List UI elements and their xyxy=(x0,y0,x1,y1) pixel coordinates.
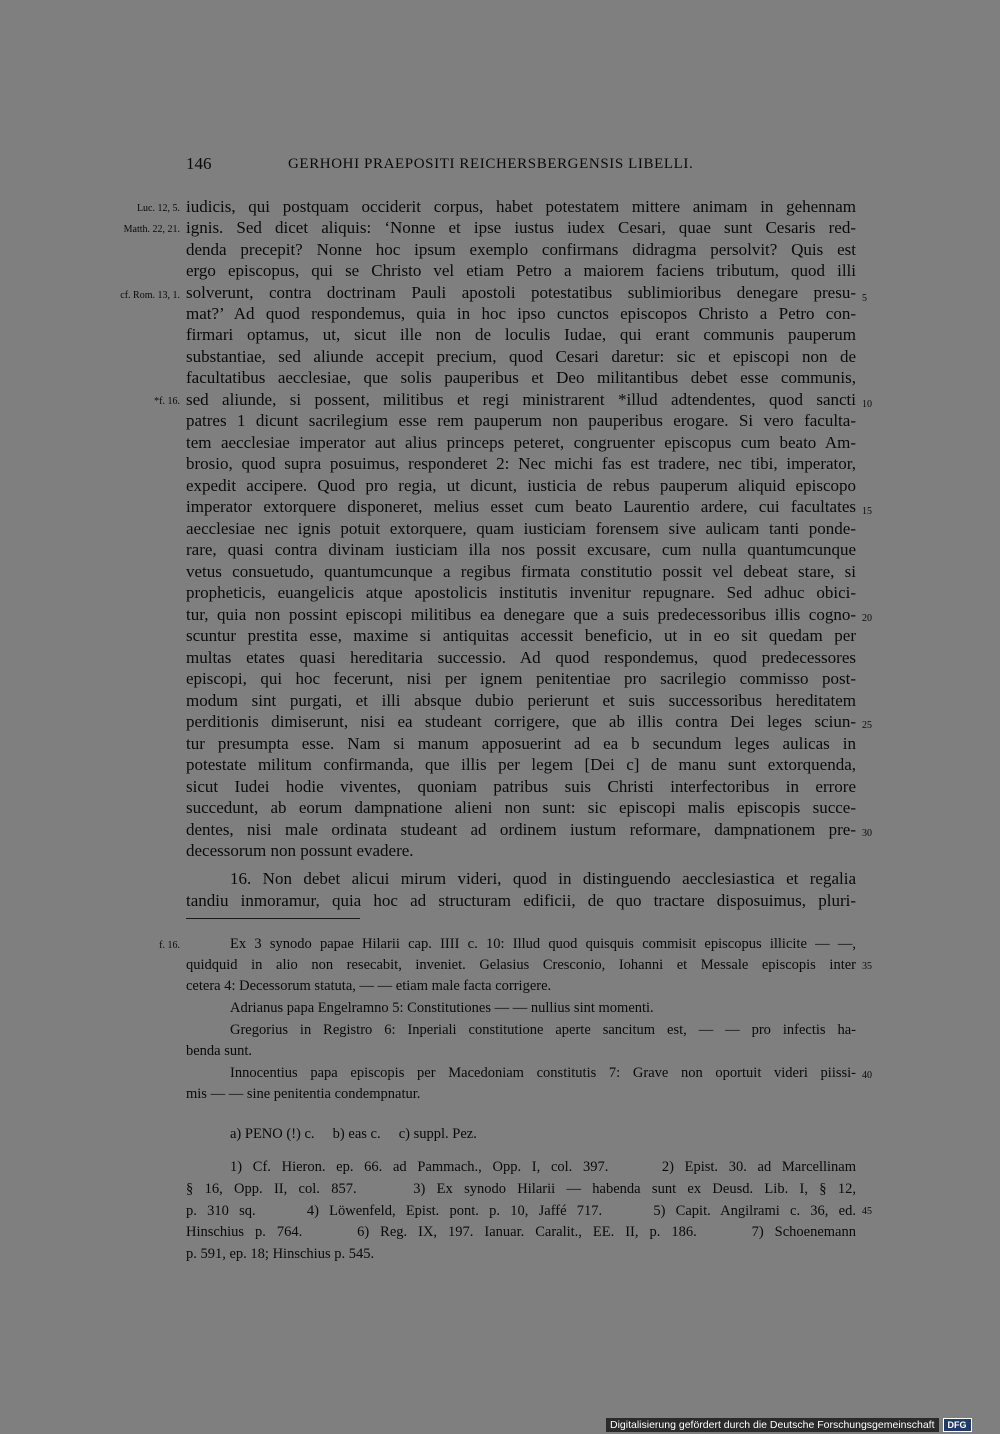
line-number: 15 xyxy=(862,506,872,517)
line-number: 45 xyxy=(862,1206,872,1217)
reference-line: p. 591, ep. 18; Hinschius p. 545. xyxy=(186,1246,375,1262)
body-line: solverunt, contra doctrinam Pauli apostoli potestatibus sublimioribus denegare presu- xyxy=(186,283,856,302)
body-line: tem aecclesiae imperator aut alius princeps peteret, congruenter episcopus cum beato Am- xyxy=(186,433,856,452)
line-number: 25 xyxy=(862,720,872,731)
body-line: patres 1 dicunt sacrilegium esse rem pauperum non pauperibus erogare. Si vero faculta- xyxy=(186,411,856,430)
reference-line: 1) Cf. Hieron. ep. 66. ad Pammach., Opp. I, col. 397. 2) Epist. 30. ad Marcellinam xyxy=(230,1159,856,1175)
body-line: 16. Non debet alicui mirum videri, quod in distinguendo aecclesiastica et regalia xyxy=(230,869,856,888)
body-line: ergo episcopus, qui se Christo vel etiam Petro a maiorem faciens tributum, quod illi xyxy=(186,261,856,280)
footer-text: Digitalisierung gefördert durch die Deutsche Forschungsgemeinschaft xyxy=(606,1418,939,1432)
body-line: multas etates quasi hereditaria successio. Ad quod respondemus, quod predecessores xyxy=(186,648,856,667)
note-line: mis — — sine penitentia condempnatur. xyxy=(186,1086,421,1102)
body-line: potestate militum confirmanda, que illis per legem [Dei c] de manu sunt extorquenda, xyxy=(186,755,856,774)
note-line: Ex 3 synodo papae Hilarii cap. IIII c. 10: Illud quod quisquis commisit episcopus illicite — —, xyxy=(230,936,856,952)
body-line: brosio, quod supra posuimus, responderet 2: Nec michi fas est tradere, nec tibi, imperator, xyxy=(186,454,856,473)
body-line: sed aliunde, si possent, militibus et regi ministrarent *illud adtendentes, quod sancti xyxy=(186,390,856,409)
margin-ref: f. 16. xyxy=(159,940,180,951)
note-line: quidquid in alio non resecabit, inveniet. Gelasius Cresconio, Iohanni et Messale episcopis inter xyxy=(186,957,856,973)
note-line: Gregorius in Registro 6: Inperiali constitutione aperte sancitum est, — — pro infectis ha- xyxy=(230,1022,856,1038)
body-line: modum sint purgati, et illi absque dubio perierunt et suis successoribus hereditatem xyxy=(186,691,856,710)
running-title: GERHOHI PRAEPOSITI REICHERSBERGENSIS LIBELLI. xyxy=(288,156,694,172)
body-line: tur, quia non possint episcopi militibus ea denegare que a suis predecessoribus illis cogno- xyxy=(186,605,856,624)
note-line: benda sunt. xyxy=(186,1043,253,1059)
page-number: 146 xyxy=(186,154,212,173)
line-number: 10 xyxy=(862,399,872,410)
body-line: decessorum non possunt evadere. xyxy=(186,841,414,860)
margin-ref: Luc. 12, 5. xyxy=(136,203,180,214)
line-number: 40 xyxy=(862,1070,872,1081)
body-line: substantiae, sed aliunde accepit precium, quod Cesari daretur: sic et episcopi non de xyxy=(186,347,856,366)
margin-ref: Matth. 22, 21. xyxy=(123,224,180,235)
variant-apparatus: a) PENO (!) c. b) eas c. c) suppl. Pez. xyxy=(230,1126,477,1142)
note-line: cetera 4: Decessorum statuta, — — etiam male facta corrigere. xyxy=(186,978,552,994)
body-line: denda precepit? Nonne hoc ipsum exemplo confirmans didragma persolvit? Quis est xyxy=(186,240,856,259)
footnote-rule xyxy=(186,918,360,919)
note-line: Innocentius papa episcopis per Macedoniam constitutis 7: Grave non oportuit videri piissi- xyxy=(230,1065,856,1081)
reference-line: § 16, Opp. II, col. 857. 3) Ex synodo Hilarii — habenda sunt ex Deusd. Lib. I, § 12, xyxy=(186,1181,856,1197)
body-line: ignis. Sed dicet aliquis: ‘Nonne et ipse iustus iudex Cesari, quae sunt Cesaris red- xyxy=(186,218,856,237)
body-line: propheticis, euangelicis atque apostolicis institutis invenitur repugnare. Sed adhuc obici- xyxy=(186,583,856,602)
margin-ref: cf. Rom. 13, 1. xyxy=(120,290,180,301)
body-line: tandiu inmoramur, quia hoc ad structuram edificii, de quo tractare disposuimus, pluri- xyxy=(186,891,856,910)
body-line: sicut Iudei hodie viventes, quoniam patribus suis Christi interfectoribus in errore xyxy=(186,777,856,796)
body-line: rare, quasi contra divinam iusticiam illa nos possit excusare, cum nulla quantumcunque xyxy=(186,540,856,559)
body-line: expedit accipere. Quod pro regia, ut dicunt, iusticia de rebus pauperum aliquid episcopo xyxy=(186,476,856,495)
body-line: aecclesiae nec ignis potuit extorquere, quam iusticiam forensem sive aulicam tanti ponde- xyxy=(186,519,856,538)
body-line: iudicis, qui postquam occiderit corpus, habet potestatem mittere animam in gehennam xyxy=(186,197,856,216)
reference-line: p. 310 sq. 4) Löwenfeld, Epist. pont. p. 10, Jaffé 717. 5) Capit. Angilrami c. 36, ed. xyxy=(186,1203,856,1219)
dfg-logo[interactable]: DFG xyxy=(943,1418,972,1432)
line-number: 30 xyxy=(862,828,872,839)
body-line: episcopi, qui hoc fecerunt, nisi per ignem penitentiae pro sacrilegio commisso post- xyxy=(186,669,856,688)
body-line: mat?’ Ad quod respondemus, quia in hoc ipso cunctos episcopos Christo a Petro con- xyxy=(186,304,856,323)
body-line: tur presumpta esse. Nam si manum apposuerint ad ea b secundum leges aulicas in xyxy=(186,734,856,753)
body-line: imperator extorquere disponeret, melius esset cum beato Laurentio ardere, cui facultates xyxy=(186,497,856,516)
body-line: succedunt, ab eorum dampnatione alieni non sunt: sic episcopi malis episcopis succe- xyxy=(186,798,856,817)
line-number: 5 xyxy=(862,293,867,304)
footer-bar xyxy=(606,1418,972,1432)
body-line: perditionis dimiserunt, nisi ea studeant corrigere, que ab illis contra Dei leges sciun- xyxy=(186,712,856,731)
body-line: vetus consuetudo, quantumcunque a regibus firmata constitutio possit vel debeat stare, si xyxy=(186,562,856,581)
margin-ref: *f. 16. xyxy=(154,396,180,407)
body-line: firmari optamus, ut, sicut ille non de loculis Iudae, qui erant communis pauperum xyxy=(186,325,856,344)
note-line: Adrianus papa Engelramno 5: Constitutiones — — nullius sint momenti. xyxy=(230,1000,654,1016)
body-line: facultatibus aecclesiae, que solis pauperibus et Deo militantibus debet esse communis, xyxy=(186,368,856,387)
body-line: scuntur prestita esse, maxime si antiquitas accessit beneficio, ut in eo sit quedam per xyxy=(186,626,856,645)
reference-line: Hinschius p. 764. 6) Reg. IX, 197. Ianuar. Caralit., EE. II, p. 186. 7) Schoenemann xyxy=(186,1224,856,1240)
line-number: 20 xyxy=(862,613,872,624)
body-line: dentes, nisi male ordinata studeant ad ordinem iustum reformare, dampnationem pre- xyxy=(186,820,856,839)
line-number: 35 xyxy=(862,961,872,972)
